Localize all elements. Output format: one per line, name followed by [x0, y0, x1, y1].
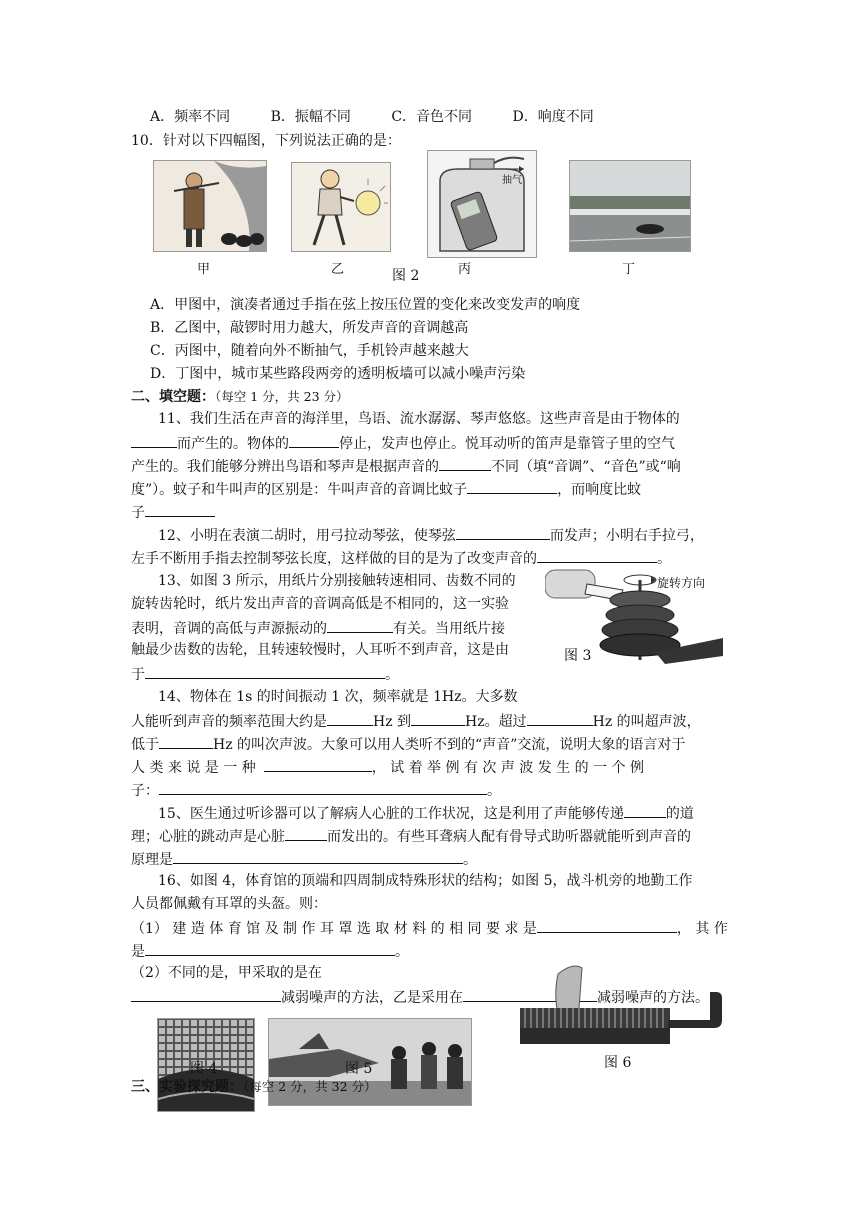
figure2-label-bing: 丙: [458, 262, 472, 277]
q9-option-a: A．频率不同: [150, 109, 231, 125]
q16-line5: （2）不同的是，甲采取的是在: [131, 965, 322, 981]
gong-player-image: [292, 163, 390, 251]
q9-option-c: C．音色不同: [391, 109, 473, 125]
q10-option-c: C．丙图中，随着向外不断抽气，手机铃声越来越大: [150, 343, 469, 359]
section2-title: 二、填空题：: [131, 389, 215, 405]
q12-blank1[interactable]: [456, 525, 550, 540]
q13-line1: 13、如图 3 所示，用纸片分别接触转速相同、齿数不同的: [158, 573, 516, 589]
q11-blank1[interactable]: [131, 433, 177, 448]
q14-line4: 人 类 来 说 是 一 种 ， 试 着 举 例 有 次 声 波 发 生 的 一 个 例: [131, 757, 644, 777]
q9-option-d: D．响度不同: [512, 109, 594, 125]
figure2-panel-yi: [291, 162, 391, 252]
q16-blank3[interactable]: [131, 987, 281, 1002]
q14-blank4[interactable]: [159, 734, 213, 749]
q16-line4: 是 。: [131, 941, 409, 961]
q13-line3: 表明，音调的高低与声源振动的 有关。当用纸片接: [131, 618, 505, 638]
q14-blank1[interactable]: [327, 711, 373, 726]
q11-line5: 子: [131, 502, 215, 522]
q11-line3: 产生的。我们能够分辨出鸟语和琴声是根据声音的 不同（填“音调”、“音色”或“响: [131, 456, 681, 476]
figure3-caption: 图 3: [564, 648, 592, 664]
q11-blank2[interactable]: [289, 433, 339, 448]
figure2-label-jia: 甲: [197, 262, 211, 277]
figure6-caption: 图 6: [604, 1055, 632, 1071]
figure5-caption: 图 5: [345, 1061, 373, 1077]
q14-line3: 低于 Hz 的叫次声波。大象可以用人类听不到的“声音”交流，说明大象的语言对于: [131, 734, 685, 754]
q11-blank3[interactable]: [439, 456, 491, 471]
q14-blank3[interactable]: [527, 711, 593, 726]
q16-line2: 人员都佩戴有耳罩的头盔。则：: [131, 896, 327, 912]
q14-blank5[interactable]: [264, 757, 372, 772]
figure4-caption: 图 4: [190, 1061, 218, 1077]
q15-blank1[interactable]: [624, 803, 666, 818]
q9-option-b: B．振幅不同: [270, 109, 351, 125]
q11-line1: 11、我们生活在声音的海洋里，鸟语、流水潺潺、琴声悠悠。这些声音是由于物体的: [158, 411, 680, 427]
q11-line2: 而产生的。物体的 停止，发声也停止。悦耳动听的笛声是靠管子里的空气: [131, 433, 675, 453]
figure2-panel-jia: [153, 160, 267, 252]
q12-line2: 左手不断用手指去控制琴弦长度，这样做的目的是为了改变声音的 。: [131, 548, 671, 568]
q15-line2: 理；心脏的跳动声是心脏 而发出的。有些耳聋病人配有骨导式助听器就能听到声音的: [131, 826, 691, 846]
section3-note: （每空 2 分，共 32 分）: [243, 1079, 377, 1094]
section2-header: [131, 388, 349, 406]
q16-line3: （1） 建 造 体 育 馆 及 制 作 耳 罩 选 取 材 料 的 相 同 要 求 是 ， 其 作: [131, 918, 728, 938]
section2-note: （每空 1 分，共 23 分）: [215, 389, 349, 404]
q15-line3: 原理是 。: [131, 849, 477, 869]
q15-line1: 15、医生通过听诊器可以了解病人心脏的工作状况，这是利用了声能够传递 的道: [158, 803, 694, 823]
violinist-image: [154, 161, 266, 251]
figure3-rotation-label: 旋转方向: [657, 576, 706, 590]
figure2-panel-bing: [427, 150, 537, 258]
q13-blank2[interactable]: [145, 664, 385, 679]
q14-line2: 人能听到声音的频率范围大约是 Hz 到 Hz。超过 Hz 的叫超声波，: [131, 711, 701, 731]
q10-option-a: A．甲图中，演凑者通过手指在弦上按压位置的变化来改变发声的响度: [150, 297, 581, 313]
q13-line2: 旋转齿轮时，纸片发出声音的音调高低是不相同的，这一实验: [131, 596, 509, 612]
q13-blank1[interactable]: [327, 618, 393, 633]
figure2-caption: 图 2: [392, 268, 420, 284]
q16-blank2[interactable]: [145, 941, 395, 956]
road-barrier-image: [570, 161, 690, 251]
q16-line6: 减弱噪声的方法，乙是采用在 减弱噪声的方法。: [131, 987, 709, 1007]
q16-line1: 16、如图 4，体育馆的顶端和四周制成特殊形状的结构；如图 5，战斗机旁的地勤工作: [158, 873, 693, 889]
q10-option-b: B．乙图中，敲锣时用力越大，所发声音的音调越高: [150, 320, 469, 336]
q13-line4: 触最少齿数的齿轮，且转速较慢时，人耳听不到声音，这是由: [131, 642, 509, 658]
section3-title: 三、实验探究题：: [131, 1079, 243, 1095]
q13-line5: 于 。: [131, 664, 399, 684]
q11-blank5[interactable]: [145, 502, 215, 517]
q12-line1: 12、小明在表演二胡时，用弓拉动琴弦，使琴弦 而发声；小明右手拉弓，: [158, 525, 704, 545]
figure2-label-yi: 乙: [331, 262, 345, 277]
section3-header: [131, 1078, 377, 1096]
q15-blank2[interactable]: [285, 826, 327, 841]
q14-line1: 14、物体在 1s 的时间振动 1 次，频率就是 1Hz。大多数: [158, 689, 518, 705]
q14-blank6[interactable]: [159, 780, 487, 795]
q14-line5: 子： 。: [131, 780, 501, 800]
pump-label: 抽气: [502, 175, 522, 186]
q14-blank2[interactable]: [411, 711, 465, 726]
q15-blank3[interactable]: [173, 849, 463, 864]
q11-line4: 度”）。蚊子和牛叫声的区别是：牛叫声音的音调比蚊子 ，而响度比蚊: [131, 479, 641, 499]
q16-blank1[interactable]: [537, 918, 677, 933]
q10-option-d: D．丁图中，城市某些路段两旁的透明板墙可以减小噪声污染: [150, 366, 526, 382]
bell-jar-phone-image: [428, 151, 536, 257]
figure2-label-ding: 丁: [622, 262, 636, 277]
q9-options: [150, 108, 630, 126]
figure2-panel-ding: [569, 160, 691, 252]
q11-blank4[interactable]: [467, 479, 557, 494]
q10-stem: 10．针对以下四幅图，下列说法正确的是：: [131, 133, 401, 149]
